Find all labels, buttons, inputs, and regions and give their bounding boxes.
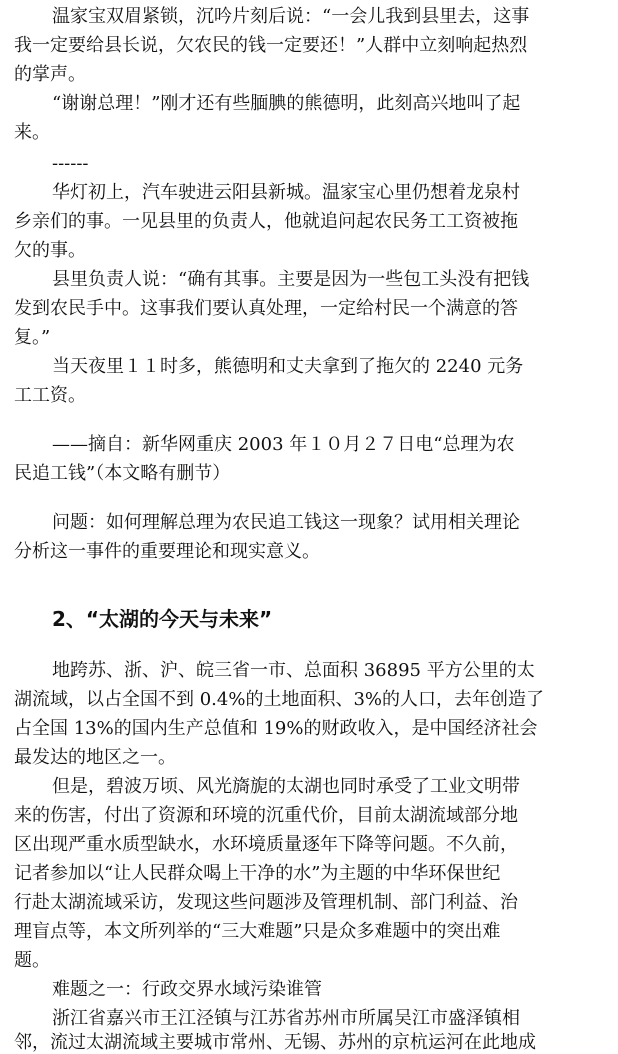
text-line: 占全国 13%的国内生产总值和 19%的财政收入，是中国经济社会 [14,718,538,739]
question-text: 问题：如何理解总理为农民追工钱这一现象？试用相关理论 [52,512,520,533]
text-line: 工工资。 [14,385,86,406]
section-heading: 2、“太湖的今天与未来” [52,607,273,631]
text-line: 乡亲们的事。一见县里的负责人，他就追问起农民务工工资被拖 [14,211,518,232]
separator-line: ------ [52,153,89,174]
text-line: 浙江省嘉兴市王江泾镇与江苏省苏州市所属吴江市盛泽镇相 [52,1008,520,1029]
text-line: 的掌声。 [14,64,86,85]
subsection-title: 难题之一：行政交界水域污染谁管 [52,979,322,1000]
text-line: 县里负责人说：“确有其事。主要是因为一些包工头没有把钱 [52,269,530,290]
text-line: 复。” [14,327,51,348]
source-citation: ——摘自：新华网重庆 2003 年１０月２７日电“总理为农 [52,434,515,455]
text-line: 记者参加以“让人民群众喝上干净的水”为主题的中华环保世纪 [14,863,501,884]
text-line: 但是，碧波万顷、风光旖旎的太湖也同时承受了工业文明带 [52,776,520,797]
text-line: 当天夜里１１时多，熊德明和丈夫拿到了拖欠的 2240 元务 [52,356,524,377]
text-line: 最发达的地区之一。 [14,747,176,768]
text-line: 我一定要给县长说，欠农民的钱一定要还！”人群中立刻响起热烈 [14,35,528,56]
text-line: 发到农民手中。这事我们要认真处理，一定给村民一个满意的答 [14,298,518,319]
text-line: “谢谢总理！”刚才还有些腼腆的熊德明，此刻高兴地叫了起 [52,93,521,114]
text-line: 题。 [14,950,50,971]
text-line: 地跨苏、浙、沪、皖三省一市、总面积 36895 平方公里的太 [52,660,535,681]
question-text: 分析这一事件的重要理论和现实意义。 [14,541,320,562]
text-line: 来的伤害，付出了资源和环境的沉重代价，目前太湖流域部分地 [14,805,518,826]
text-line: 区出现严重水质型缺水，水环境质量逐年下降等问题。不久前， [14,834,518,855]
text-line: 华灯初上，汽车驶进云阳县新城。温家宝心里仍想着龙泉村 [52,182,520,203]
source-citation: 民追工钱”（本文略有删节） [14,463,231,484]
text-line: 邻，流过太湖流域主要城市常州、无锡、苏州的京杭运河在此地成 [14,1032,536,1053]
text-line: 欠的事。 [14,240,86,261]
text-line: 理盲点等，本文所列举的“三大难题”只是众多难题中的突出难 [14,921,501,942]
text-line: 温家宝双眉紧锁，沉吟片刻后说：“一会儿我到县里去，这事 [52,6,530,27]
text-line: 行赴太湖流域采访，发现这些问题涉及管理机制、部门利益、治 [14,892,518,913]
text-line: 湖流域，以占全国不到 0.4%的土地面积、3%的人口，去年创造了 [14,689,545,710]
text-line: 来。 [14,122,50,143]
